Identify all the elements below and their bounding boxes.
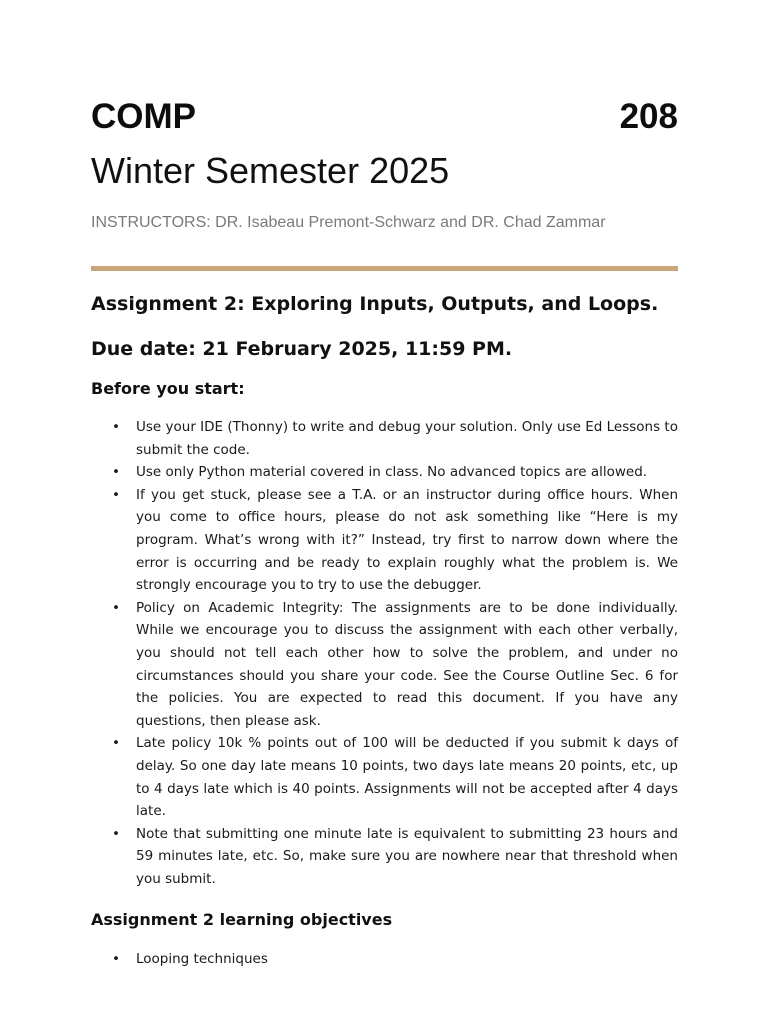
course-code: [91, 97, 678, 137]
list-item: [91, 461, 678, 484]
list-item: [91, 823, 678, 891]
bullet-icon: •: [112, 735, 120, 752]
learning-objectives-heading: Assignment 2 learning objectives: [91, 910, 393, 930]
course-prefix: COMP: [91, 97, 196, 136]
list-item: [91, 948, 678, 971]
semester-title: Winter Semester 2025: [91, 150, 450, 191]
bullet-icon: •: [112, 951, 120, 968]
list-item-text: Policy on Academic Integrity: The assignments are to be done individually. While we encourage you to discuss the assignment with each other verbally, you should not tell each other how to solve the problem, and under no circumstances should you share your code. See the Course Outline Sec. 6 for the policies. You are expected to read this document. If you have any questions, then please ask.: [136, 599, 678, 729]
list-item: [91, 597, 678, 733]
list-item: [91, 732, 678, 822]
list-item-text: Use only Python material covered in class. No advanced topics are allowed.: [136, 464, 648, 481]
bullet-icon: •: [112, 419, 120, 435]
document-content: [91, 97, 678, 971]
bullet-icon: •: [112, 464, 120, 481]
list-item: [91, 416, 678, 461]
before-you-start-list: [91, 416, 678, 890]
bullet-icon: •: [112, 486, 120, 503]
list-item-text: Use your IDE (Thonny) to write and debug your solution. Only use Ed Lessons to submit the code.: [136, 419, 678, 458]
list-item-text: Note that submitting one minute late is equivalent to submitting 23 hours and 59 minutes late, etc. So, make sure you are nowhere near that threshold when you submit.: [136, 825, 678, 887]
list-item-text: Late policy 10k % points out of 100 will be deducted if you submit k days of delay. So one day late means 10 points, two days late means 20 points, etc, up to 4 days late which is 40 points. Assignments will not be accepted after 4 days late.: [136, 735, 678, 820]
list-item: [91, 484, 678, 597]
learning-objectives-list: [91, 948, 678, 971]
header-divider: [91, 266, 678, 271]
course-number: 208: [619, 97, 678, 136]
assignment-title: Assignment 2: Exploring Inputs, Outputs, and Loops.: [91, 293, 659, 315]
bullet-icon: •: [112, 599, 120, 616]
due-date: Due date: 21 February 2025, 11:59 PM.: [91, 338, 513, 360]
list-item-text: Looping techniques: [136, 951, 268, 968]
list-item-text: If you get stuck, please see a T.A. or an instructor during office hours. When you come to office hours, please do not ask something like “Here is my program. What’s wrong with it?” Instead, try first to narrow down where the error is occurring and be ready to explain roughly what the problem is. We strongly encourage you to try to use the debugger.: [136, 486, 678, 594]
instructors-line: INSTRUCTORS: DR. Isabeau Premont-Schwarz and DR. Chad Zammar: [91, 214, 606, 231]
bullet-icon: •: [112, 825, 120, 842]
before-you-start-heading: Before you start:: [91, 379, 245, 398]
